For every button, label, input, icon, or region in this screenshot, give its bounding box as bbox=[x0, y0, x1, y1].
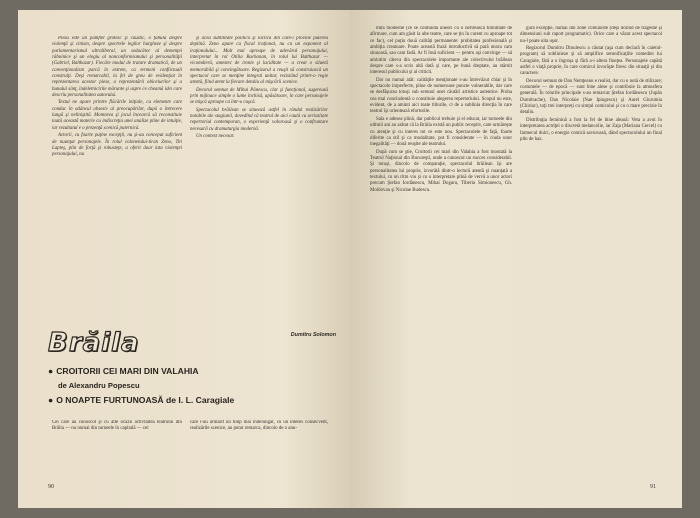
left-bottom-column-1: Cei care au cunoscut şi cu alte ocazii activitatea teatrului din Brăila — nu numai din turneele în capitală — cei bbox=[52, 420, 182, 432]
paragraph: Distribuţia feminină a fost la fel de bine aleasă: Veta a avut în interpretarea actriţei o discretă melancolie, iar Zaţa (Mariana Cercel) cu farmecul dulci, o energie comică savuroasă, dând spectacolului un final plin de haz. bbox=[520, 117, 662, 142]
right-column-2 bbox=[520, 26, 662, 484]
page-number: 91 bbox=[650, 484, 656, 490]
left-bottom-column-2: care i-au urmărit un timp mai îndelungat, cu un interes consecvent, realizările scenice, au putut remarca, dincolo de o anu- bbox=[190, 420, 328, 432]
paragraph: Dar nu numai atât: calităţile menţionate s-au întrevăzut chiar şi în spectacole imperfecte, pline de numeroase puncte vulnerabile, dar care se desfăşurau totuşi sub semnul unei căutări artistice autentice. Proba cea mai concludentă o constituie alegerea repertoriului. Scopul nu este, evident, de a aminti aici toate titlurile, ci de a sublinia direcţia în care teatrul îşi orientează eforturile. bbox=[370, 77, 512, 115]
paragraph: Decorul semnat de Mihai Pănescu, clar şi funcţional, sugerează prin mijloace simple o lume închisă, apăsătoare, în care personajele se mişcă aproape ca într-o cuşcă. bbox=[190, 87, 328, 106]
paragraph: Regizorul Dumitru Dinulescu a căutat (aşa cum declară în caietul-program) să sublinieze şi să amplifice semnificaţiile comediei lui Caragiale, fără a o îngroşa şi fără a-i altera fineţea. Personajele capătă astfel o viaţă proprie, în care comicul izvorăşte firesc din situaţii şi din caractere. bbox=[520, 46, 662, 77]
paragraph: Textul ne apare printre flăcările iniţiale, cu elemente care conduc în adâncul obsesiv al preocupărilor, după o întrecere lungă şi neliniştită. Montarea şi jocul încearcă să reconstituie toată această materie cu indiscreţia unei analize pline de intuiţie, iar rezultatul e o prezenţă scenică puternică. bbox=[52, 100, 182, 131]
headline-1-text: CROITORII CEI MARI DIN VALAHIA bbox=[56, 366, 199, 376]
left-column-2 bbox=[190, 36, 328, 326]
paragraph: După cum se ştie, Croitorii cei mari din Valahia a fost montată la Teatrul Naţional din Bucureşti, unde a cunoscut un succes considerabil. Şi totuşi, dincolo de comparaţie, spectacolul brăilean îşi are personalitatea lui proprie, izvorâtă dintr-o lectură atentă şi nuanţată a textului, cu un ritm viu şi cu o interpretare plină de vervă a unor actori precum Ştefan Iordănescu, Mihai Dogaru, Tiberiu Simionescu, Gh. Moldovan şi Nicolae Budescu. bbox=[370, 149, 512, 193]
paragraph: Un context necesar. bbox=[196, 134, 235, 140]
paragraph: Actorii, cu foarte puţine excepţii, nu şi-au conceput suficient de nuanţat personajele. În rolul colonelului-tiran Zeno, Titi Lapteş, plin de forţă şi robusteţe, a oferit doar lata violenţei personajului, nu bbox=[52, 133, 182, 158]
headline-2 bbox=[48, 395, 234, 405]
paragraph: Piesa este un pamflet grotesc şi caustic, o fabulă despre violenţă şi cinism, despre spectrele legilor burgheze şi despre parlamentarismul ultraliberal, un seducător al demenţei răboinice şi un elogiu al nonconformismului şi personalităţii (Gabriel, Balthazar). Fiecăre modul de tratare dramatică, de un convenţionalism parcă în extrem, ca termeni conflictuali construiţi. Deşi remarcabil, la fel de greu de evidenţiat în reprezentarea acestor piese, a reprezentării obiceiurilor şi a bunului simţ, îndeletnicirile mărunte şi aspre ce cheamă idei care descriu personalitatea autorului. bbox=[52, 36, 182, 99]
magazine-spread bbox=[18, 10, 682, 508]
bullet-icon: ● bbox=[48, 395, 54, 405]
headline-1 bbox=[48, 366, 199, 376]
headline-1-author: de Alexandru Popescu bbox=[58, 381, 140, 390]
page-number: 90 bbox=[48, 484, 54, 490]
paragraph: şi acea subtilitate politică şi tactică din care-i provine puterea deplină. Zeno apare ca fiscal irațional, nu ca un exponent al iraţionalului... Mult mai aproape de adevărul personajului, interpretat în rol Otilia Buchanan, în rolul lui Balthazar — vicomdieră, amestec de ironie şi luciditate — a creat o siluetă memorabilă şi convingătoare. Regizorul a reuşit să construiască un spectacol care se menţine integral unitar, rezistând printr-o regie atentă, fiind atent la fiecare detaliu al mişcării scenice. bbox=[190, 36, 328, 86]
paragraph: gură excepţie, numai din zone comuniste (deşi dorind de tragedie şi dimensiuni sub raport programatic). Orice care a văzut acest spectacol nu-l poate uita uşor. bbox=[520, 26, 662, 44]
paragraph: Spectacolul brăilean se situează astfel în rândul realizărilor notabile ale stagiunii, dovedind că teatrul de aici caută cu seriozitate repertoriul contemporan, o experienţă valoroasă şi o confruntare necesară cu dramaturgia modernă. bbox=[190, 107, 328, 132]
headline-2-text: O NOAPTE FURTUNOASĂ de I. L. Caragiale bbox=[56, 395, 235, 405]
bullet-icon: ● bbox=[48, 366, 54, 376]
author-signature: Dumitru Solomon bbox=[290, 332, 336, 338]
paragraph: Decorul semnat de Dan Nemţeanu e realist, dar cu o notă de stilizare; costumele — de epocă — sunt bine alese şi contribuie la atmosfera generală. În rolurile principale s-au remarcat Ştefan Iordănescu (Jupân Dumitrache), Dan Nicolaie (Nae Ipingescu) şi Aurel Giurumia (Chiriac), toţi trei interpreţi cu simţul comicului şi cu o mare precizie în detaliu. bbox=[520, 78, 662, 116]
paragraph: mită modestie (ce se confundă uneori cu o nefirească timiditate de afirmare, cum am găsit la alte teatre, care se țin în curent cu aproape tot ce fac), cel puțin două calități permanente: probitatea profesională şi ambiţia creatoare. Poate această frază introductivă să pară unora cam sinuoasă, sau cam fadă. Ar fi însă suficient — pentru aşi convinge — să amintim câteva din spectacolele importante ale colectivului brăilean despre care s-a scris altă dată şi care, pe bună dreptate, au stârnit interesul publicului şi al criticii. bbox=[370, 26, 512, 76]
right-page bbox=[350, 10, 682, 508]
right-column-1 bbox=[370, 26, 512, 484]
section-title: Brăila bbox=[48, 328, 140, 358]
paragraph: Sala e adesea plină, dar publicul trebuie şi el educat, iar turneele din ultimii ani au arătat că la Brăila există un public receptiv, care urmăreşte cu atenţie şi cu interes tot ce este nou. Spectacolele de faţă, foarte diferite ca stil şi ca modalitate, pot fi considerate — în ciuda unor inegalităţi — două reuşite ale teatrului. bbox=[370, 116, 512, 148]
left-column-1 bbox=[52, 36, 182, 306]
left-page bbox=[18, 10, 350, 508]
